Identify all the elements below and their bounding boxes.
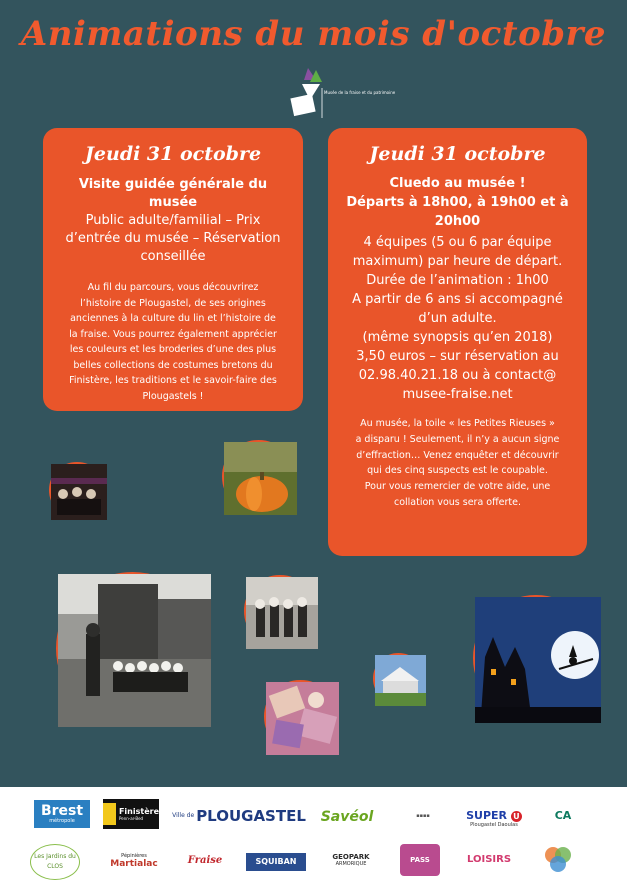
info-line: d’un adulte. bbox=[418, 311, 497, 326]
info-line: d’entrée du musée – Réservation bbox=[65, 231, 281, 246]
event-card-cluedo bbox=[328, 128, 587, 556]
photo-museum-building bbox=[373, 653, 424, 704]
super-u-letter: U bbox=[511, 811, 522, 822]
desc-line: d’effraction… Venez enquêter et découvrir bbox=[356, 449, 559, 461]
info-line: 02.98.40.21.18 ou à contact@ bbox=[358, 368, 557, 383]
geopark-text: GEOPARK bbox=[332, 853, 370, 861]
desc-line: collation vous sera offerte. bbox=[393, 496, 522, 508]
desc-line: Au musée, la toile « les Petites Rieuses » bbox=[360, 418, 555, 429]
finistere-sub-text: Penn-ar-Bed bbox=[118, 816, 144, 821]
info-line: (même synopsis qu’en 2018) bbox=[362, 330, 553, 345]
desc-line: qui des cinq suspects est le coupable. bbox=[367, 465, 548, 477]
super-u-sub-text: Plougastel Daoulas bbox=[470, 821, 518, 828]
sponsor-fraise-logo: Fraise bbox=[187, 855, 223, 866]
desc-line: Pour vous remercier de votre aide, une bbox=[364, 481, 551, 493]
sponsor-saveol-logo: Savéol bbox=[320, 809, 374, 825]
sponsor-circles-logo bbox=[541, 843, 577, 877]
event-info bbox=[338, 233, 577, 404]
photo-embroidery bbox=[264, 680, 337, 753]
info-line: maximum) par heure de départ. bbox=[352, 254, 563, 269]
event-date: Jeudi 31 octobre bbox=[84, 143, 262, 165]
info-line: 3,50 euros – sur réservation au bbox=[356, 349, 559, 364]
desc-line: Au fil du parcours, vous découvrirez bbox=[87, 282, 259, 293]
sponsor-jardins-logo: Les Jardins du CLOS bbox=[30, 844, 80, 880]
sponsor-plougastel-logo bbox=[174, 805, 304, 827]
desc-line: les couleurs et les broderies d’une des plus bbox=[69, 344, 277, 355]
brest-text: Brest bbox=[40, 803, 84, 819]
sponsor-brest-logo bbox=[34, 800, 90, 828]
sponsor-credit-agricole-logo: CA bbox=[554, 809, 572, 822]
circles-icon bbox=[541, 843, 577, 877]
sponsor-pass-culture-logo: PASS bbox=[400, 844, 440, 876]
info-line: conseillée bbox=[140, 249, 206, 264]
desc-line: a disparu ! Seulement, il n’y a aucun signe bbox=[355, 433, 560, 445]
sponsor-martialac-logo bbox=[105, 847, 163, 875]
info-line: A partir de 6 ans si accompagné bbox=[352, 292, 563, 307]
sponsor-loisirs-logo: LOISIRS bbox=[466, 854, 512, 865]
desc-line: la fraise. Vous pourrez également apprécier bbox=[69, 328, 277, 340]
photo-procession bbox=[244, 575, 316, 647]
event-description bbox=[346, 416, 569, 511]
info-line: Public adulte/familial – Prix bbox=[85, 213, 261, 228]
event-description bbox=[55, 280, 291, 404]
event-date: Jeudi 31 octobre bbox=[369, 143, 546, 165]
event-title: Visite guidée générale du musée bbox=[78, 177, 268, 210]
sponsor-footer bbox=[0, 787, 627, 887]
sponsor-geopark-logo bbox=[325, 845, 377, 875]
plougastel-text: PLOUGASTEL bbox=[196, 807, 306, 825]
page-title: Animations du mois d'octobre bbox=[20, 14, 607, 54]
info-line: musee-fraise.net bbox=[402, 387, 513, 402]
info-line: 4 équipes (5 ou 6 par équipe bbox=[363, 235, 552, 250]
martialac-text: Martialac bbox=[110, 859, 158, 869]
finistere-text: Finistère bbox=[118, 807, 159, 816]
title-line: 20h00 bbox=[434, 214, 481, 229]
title-line: Cluedo au musée ! bbox=[389, 176, 526, 191]
super-u-text: SUPER bbox=[466, 808, 508, 822]
brest-sub-text: métropole bbox=[49, 818, 75, 824]
desc-line: l’histoire de Plougastel, de ses origines bbox=[80, 297, 266, 309]
sponsor-small-logo: ▪▪▪▪ bbox=[416, 813, 430, 819]
event-title bbox=[344, 174, 571, 231]
desc-line: belles collections de costumes bretons du bbox=[73, 359, 273, 371]
sponsor-squiban-logo: SQUIBAN bbox=[246, 853, 306, 871]
geopark-sub-text: ARMORIQUE bbox=[335, 861, 367, 867]
title-line: Départs à 18h00, à 19h00 et à bbox=[346, 195, 569, 210]
desc-line: Finistère, les traditions et le savoir-faire des bbox=[69, 375, 277, 386]
event-card-visite bbox=[43, 128, 303, 411]
desc-line: anciennes à la culture du lin et l’histoire de bbox=[70, 313, 276, 324]
martialac-top-text: Pépinières bbox=[121, 853, 147, 859]
sponsor-super-u-logo bbox=[459, 804, 529, 834]
info-line: Durée de l’animation : 1h00 bbox=[366, 273, 549, 288]
plougastel-prefix: Ville de bbox=[172, 812, 195, 819]
photo-halloween-night bbox=[473, 595, 599, 721]
museum-logo bbox=[286, 66, 396, 122]
event-info bbox=[55, 212, 291, 266]
photo-costumes-small bbox=[49, 462, 105, 518]
logo-text: Musée de la fraise et du patrimoine bbox=[324, 90, 396, 95]
photo-pumpkin bbox=[222, 440, 295, 513]
sponsor-finistere-logo bbox=[103, 799, 159, 829]
photo-historic-gathering bbox=[56, 572, 209, 725]
desc-line: Plougastels ! bbox=[142, 390, 204, 402]
